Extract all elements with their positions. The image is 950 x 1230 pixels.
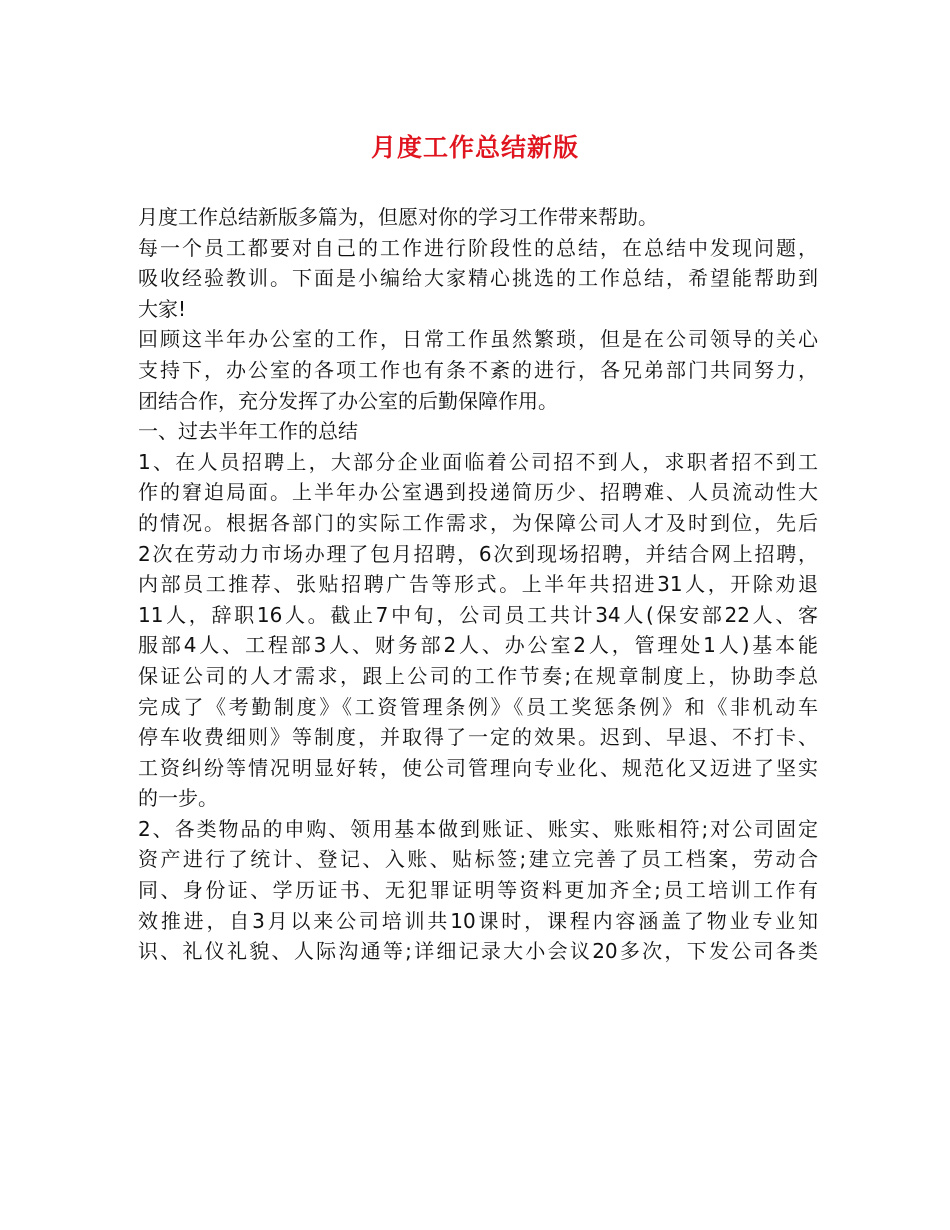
- paragraph-line: 团结合作，充分发挥了办公室的后勤保障作用。: [138, 388, 558, 413]
- paragraph-line: 2、各类物品的申购、领用基本做到账证、账实、账账相符;对公司固定: [138, 816, 818, 841]
- paragraph-line: 回顾这半年办公室的工作，日常工作虽然繁琐，但是在公司领导的关心: [138, 327, 818, 352]
- paragraph-line: 资产进行了统计、登记、入账、贴标签;建立完善了员工档案，劳动合: [138, 847, 818, 872]
- paragraph-line: 大家!: [138, 296, 187, 321]
- paragraph-line: 停车收费细则》等制度，并取得了一定的效果。迟到、早退、不打卡、: [138, 725, 818, 750]
- paragraph-line: 保证公司的人才需求，跟上公司的工作节奏;在规章制度上，协助李总: [138, 663, 818, 688]
- document-title: 月度工作总结新版: [370, 133, 579, 162]
- paragraph-line: 支持下，办公室的各项工作也有条不紊的进行，各兄弟部门共同努力，: [138, 357, 818, 382]
- paragraph-line: 吸收经验教训。下面是小编给大家精心挑选的工作总结，希望能帮助到: [138, 266, 818, 291]
- paragraph-line: 每一个员工都要对自己的工作进行阶段性的总结，在总结中发现问题，: [138, 235, 818, 260]
- paragraph-line: 识、礼仪礼貌、人际沟通等;详细记录大小会议20多次，下发公司各类: [138, 939, 818, 964]
- paragraph-line: 效推进，自3月以来公司培训共10课时，课程内容涵盖了物业专业知: [138, 908, 818, 933]
- paragraph-line: 2次在劳动力市场办理了包月招聘，6次到现场招聘，并结合网上招聘，: [138, 541, 818, 566]
- paragraph-line: 同、身份证、学历证书、无犯罪证明等资料更加齐全;员工培训工作有: [138, 878, 818, 903]
- document-body: [138, 202, 818, 967]
- paragraph-line: 11人，辞职16人。截止7中旬，公司员工共计34人(保安部22人、客: [138, 602, 818, 627]
- paragraph-line: 内部员工推荐、张贴招聘广告等形式。上半年共招进31人，开除劝退: [138, 572, 818, 597]
- paragraph-line: 一、过去半年工作的总结: [138, 419, 358, 444]
- paragraph-line: 完成了《考勤制度》《工资管理条例》《员工奖惩条例》和《非机动车: [138, 694, 818, 719]
- paragraph-line: 的一步。: [138, 786, 218, 811]
- paragraph-line: 的情况。根据各部门的实际工作需求，为保障公司人才及时到位，先后: [138, 510, 818, 535]
- paragraph-line: 服部4人、工程部3人、财务部2人、办公室2人，管理处1人)基本能: [138, 633, 818, 658]
- paragraph-line: 月度工作总结新版多篇为，但愿对你的学习工作带来帮助。: [138, 205, 658, 229]
- paragraph-line: 1、在人员招聘上，大部分企业面临着公司招不到人，求职者招不到工: [138, 449, 818, 474]
- paragraph-line: 作的窘迫局面。上半年办公室遇到投递简历少、招聘难、人员流动性大: [138, 480, 818, 505]
- paragraph-line: 工资纠纷等情况明显好转，使公司管理向专业化、规范化又迈进了坚实: [138, 755, 818, 780]
